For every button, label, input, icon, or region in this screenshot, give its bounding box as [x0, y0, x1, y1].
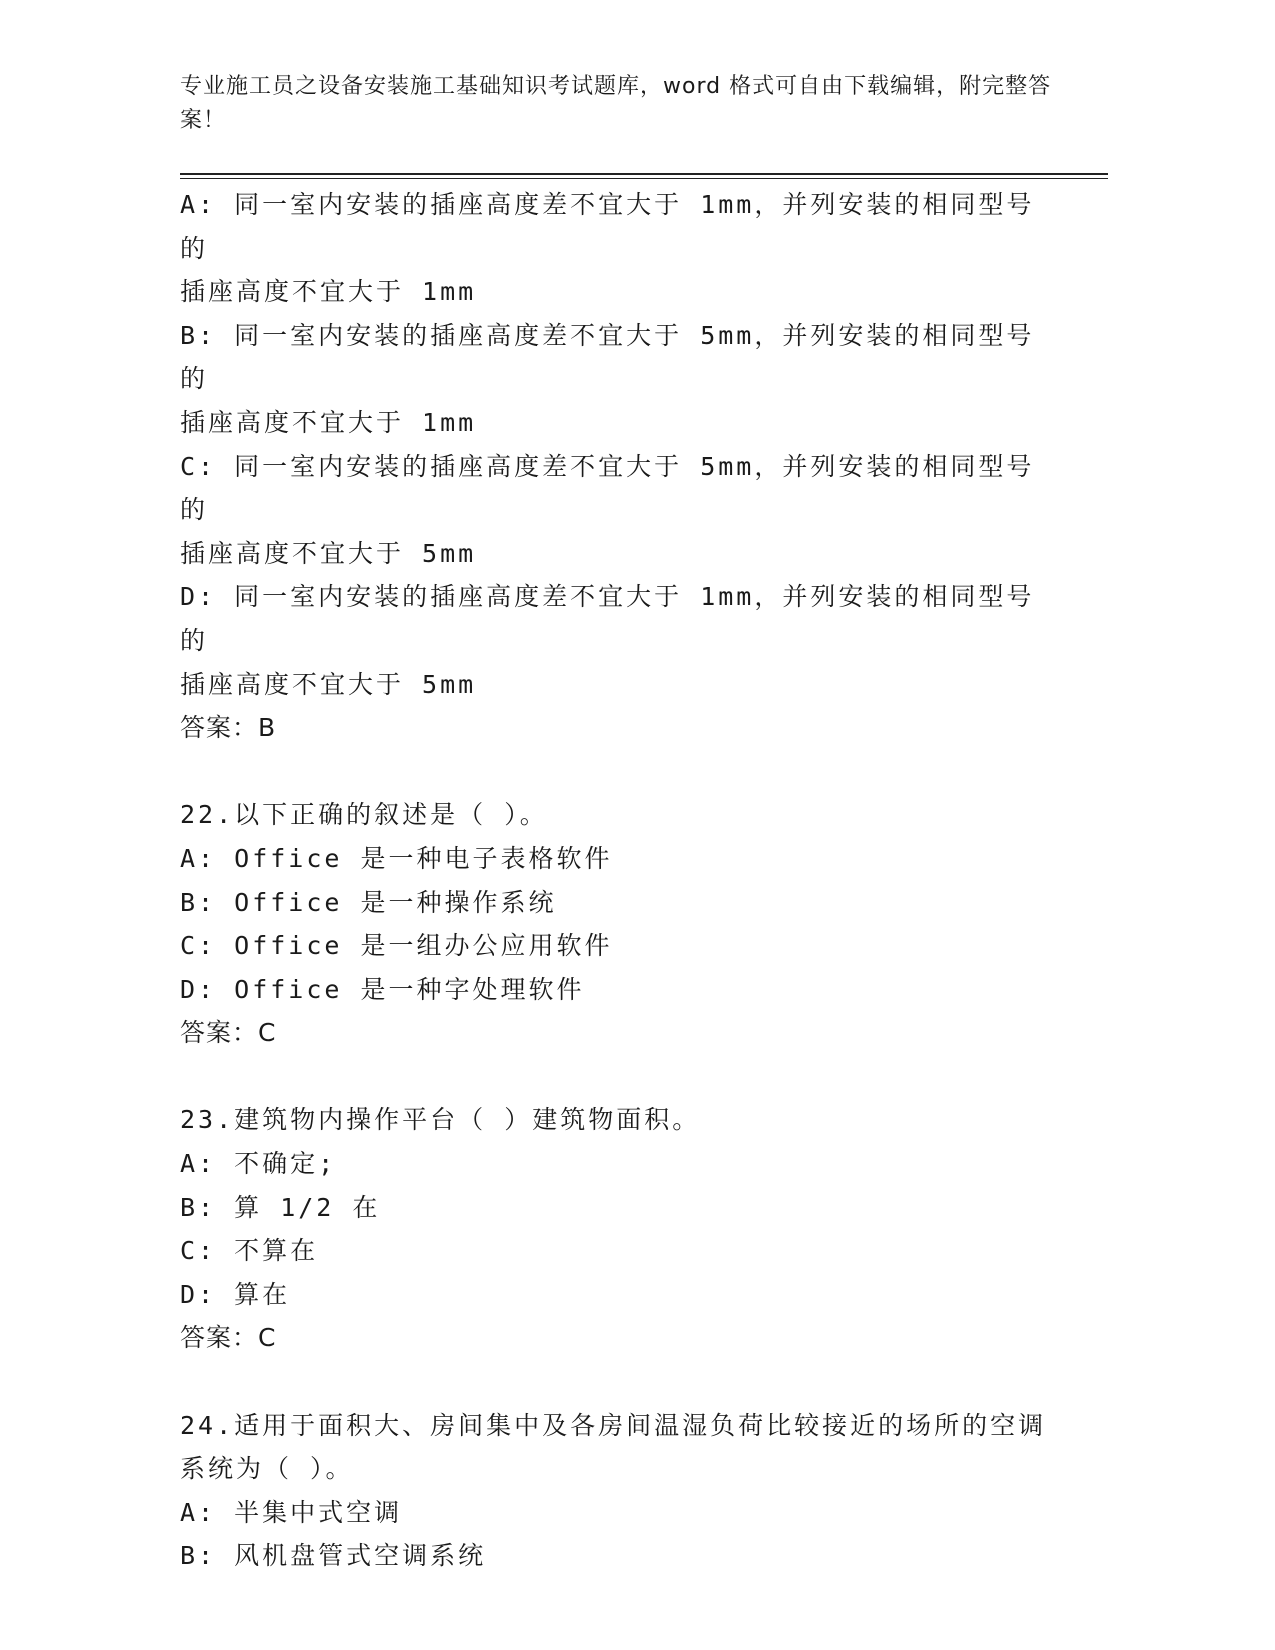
q23-option-b: B: 算 1/2 在	[180, 1192, 381, 1222]
q24-question-line2: 系统为（ ）。	[180, 1454, 354, 1484]
q21-option-c-line1: C: 同一室内安装的插座高度差不宜大于 5mm，并列安装的相同型号的	[180, 451, 1035, 525]
spacer	[180, 1055, 1060, 1099]
header-divider-thick	[180, 173, 1108, 175]
spacer	[180, 750, 1060, 794]
q21-option-d-line1: D: 同一室内安装的插座高度差不宜大于 1mm，并列安装的相同型号的	[180, 582, 1035, 655]
q22-option-a: A: Office 是一种电子表格软件	[180, 843, 613, 873]
question-content	[180, 183, 1060, 1578]
q21-option-a-line2: 插座高度不宜大于 1mm	[180, 277, 477, 307]
q24-question-line1: 24.适用于面积大、房间集中及各房间温湿负荷比较接近的场所的空调	[180, 1410, 1047, 1440]
q21-option-c-line2: 插座高度不宜大于 5mm	[180, 538, 477, 568]
question-21	[180, 183, 1060, 750]
q23-option-c: C: 不算在	[180, 1236, 319, 1266]
document-header: 专业施工员之设备安装施工基础知识考试题库，word 格式可自由下载编辑，附完整答案！	[180, 74, 1052, 133]
q24-option-a: A: 半集中式空调	[180, 1497, 403, 1527]
q23-option-d: D: 算在	[180, 1279, 291, 1309]
spacer	[180, 1360, 1060, 1404]
q21-option-a-line1: A: 同一室内安装的插座高度差不宜大于 1mm，并列安装的相同型号的	[180, 190, 1035, 263]
q23-option-a: A: 不确定;	[180, 1149, 337, 1179]
header-divider-thin	[180, 178, 1108, 179]
question-24	[180, 1404, 1060, 1578]
q22-option-b: B: Office 是一种操作系统	[180, 887, 557, 917]
q22-answer: 答案：C	[180, 1018, 277, 1048]
q21-option-d-line2: 插座高度不宜大于 5mm	[180, 669, 477, 699]
question-23	[180, 1098, 1060, 1360]
q22-option-c: C: Office 是一组办公应用软件	[180, 931, 613, 961]
question-22	[180, 793, 1060, 1055]
q21-answer: 答案：B	[180, 713, 277, 743]
q24-option-b: B: 风机盘管式空调系统	[180, 1541, 487, 1571]
q21-option-b-line2: 插座高度不宜大于 1mm	[180, 407, 477, 437]
q21-option-b-line1: B: 同一室内安装的插座高度差不宜大于 5mm，并列安装的相同型号的	[180, 320, 1035, 394]
q23-question: 23.建筑物内操作平台（ ）建筑物面积。	[180, 1105, 701, 1135]
q22-option-d: D: Office 是一种字处理软件	[180, 974, 585, 1004]
q22-question: 22.以下正确的叙述是（ ）。	[180, 800, 548, 830]
q23-answer: 答案：C	[180, 1323, 277, 1353]
